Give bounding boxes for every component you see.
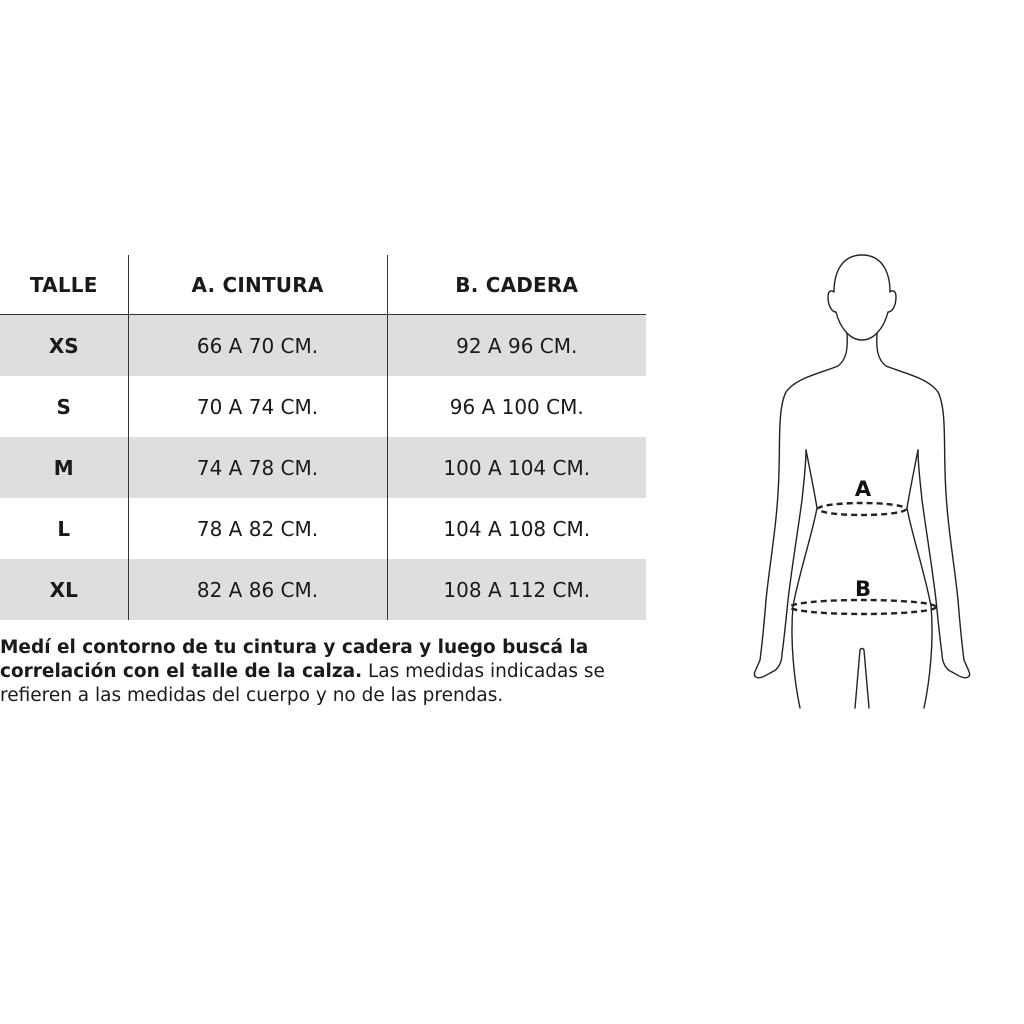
table-row [0,498,646,559]
table-row [0,376,646,437]
header-hip: B. CADERA [387,255,646,315]
header-size: TALLE [0,255,128,315]
hip-label: B [854,577,872,601]
size-cell: S [56,394,71,419]
hip-cell: 108 A 112 CM. [387,559,646,620]
hip-cell: 100 A 104 CM. [387,437,646,498]
size-cell: XS [0,315,128,377]
hip-cell: 96 A 100 CM. [387,376,646,437]
size-cell: L [57,516,71,541]
waist-label: A [854,477,872,501]
waist-cell: 74 A 78 CM. [128,437,387,498]
note-bold-text: Medí el contorno de tu cintura y cadera y luego buscá la correlación con el talle de la calza. [0,637,589,682]
hip-band [790,600,936,614]
waist-cell: 66 A 70 CM. [128,315,387,377]
note-regular-text: Las medidas indicadas se refieren a las medidas del cuerpo y no de las prendas. [0,661,605,706]
body-outline-icon [750,250,980,710]
table-row [0,559,646,620]
size-cell: M [0,437,128,498]
size-table [0,255,646,620]
body-figure [750,250,980,710]
waist-band [818,503,906,515]
size-cell: XL [0,559,128,620]
waist-cell: 70 A 74 CM. [128,376,387,437]
hip-cell: 104 A 108 CM. [387,498,646,559]
waist-cell: 78 A 82 CM. [128,498,387,559]
table-row [0,315,646,377]
header-waist: A. CINTURA [128,255,387,315]
measurement-note [0,636,660,708]
table-row [0,437,646,498]
table-header-row [0,255,646,315]
waist-cell: 82 A 86 CM. [128,559,387,620]
hip-cell: 92 A 96 CM. [387,315,646,377]
